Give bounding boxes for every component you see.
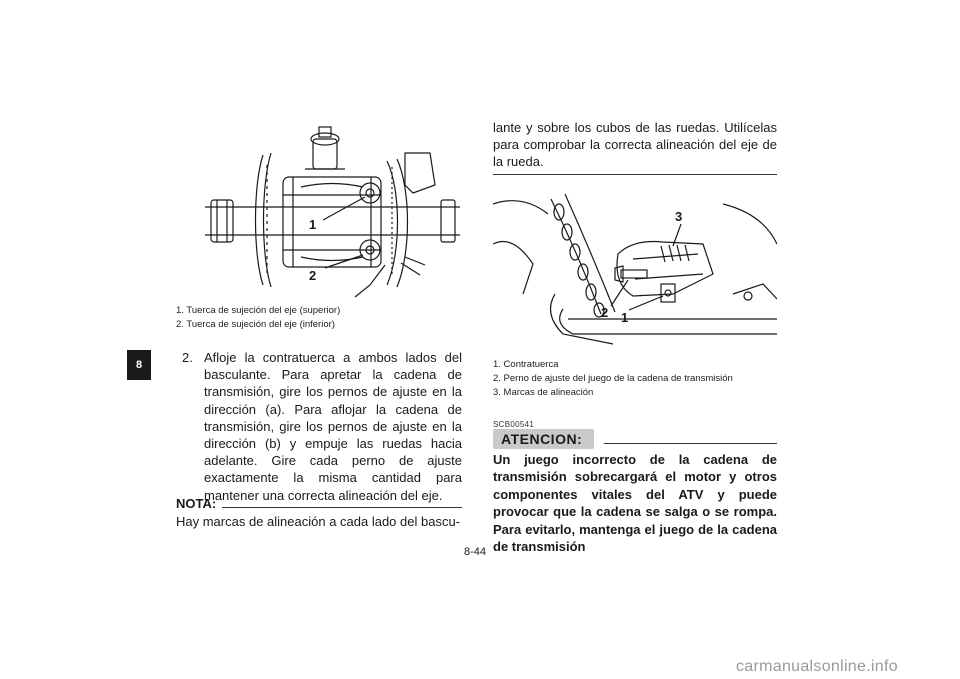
step-number: 2. [182,350,193,365]
reference-code: SCB00541 [493,420,535,429]
chapter-tab: 8 [127,350,151,380]
nota-rule [222,507,462,508]
step-text: Afloje la contratuerca a ambos lados del basculante. Para apretar la cadena de transmisión, gire los pernos de ajuste en la dirección (a). Para aflojar la cadena de transmisión, gire los pernos de ajuste en la dirección (b) y empuje las ruedas hacia adelante. Gire cada perno de ajuste exactamente la misma cantidad para mantener una correcta alineación del eje. [204,350,462,503]
nota-label: NOTA: [176,496,217,511]
callout-2: 2 [601,305,609,320]
callout-1: 1 [621,310,629,325]
section-rule [493,174,777,175]
intro-text: lante y sobre los cubos de las ruedas. Utilícelas para comprobar la correcta alineación del eje de la rueda. [493,120,777,170]
caution-label: ATENCION: [493,429,594,449]
axle-illustration [205,125,460,300]
page-number: 8-44 [464,546,487,558]
caption-item: 2. Tuerca de sujeción del eje (inferior) [176,319,335,330]
left-figure-captions [176,304,466,332]
chain-figure [493,184,777,354]
watermark: carmanualsonline.info [736,658,898,675]
caption-item: 2. Perno de ajuste del juego de la cadena de transmisión [493,373,733,384]
caution-heading [493,429,777,449]
axle-figure [205,125,460,300]
right-figure-captions [493,358,783,400]
chain-illustration [493,184,777,354]
callout-2: 2 [309,268,317,283]
callout-3: 3 [675,209,683,224]
nota-text: Hay marcas de alineación a cada lado del bascu- [176,514,461,529]
caption-item: 1. Contratuerca [493,359,559,370]
caution-rule [604,443,777,444]
caption-item: 3. Marcas de alineación [493,387,594,398]
caution-text: Un juego incorrecto de la cadena de transmisión sobrecargará el motor y otros componentes vitales del ATV y puede provocar que la cadena se salga o se rompa. Para evitarlo, mantenga el juego de la cadena de transmisión [493,452,777,555]
instruction-step [182,349,462,504]
callout-1: 1 [309,217,317,232]
nota-heading [176,496,462,511]
caption-item: 1. Tuerca de sujeción del eje (superior) [176,305,341,316]
